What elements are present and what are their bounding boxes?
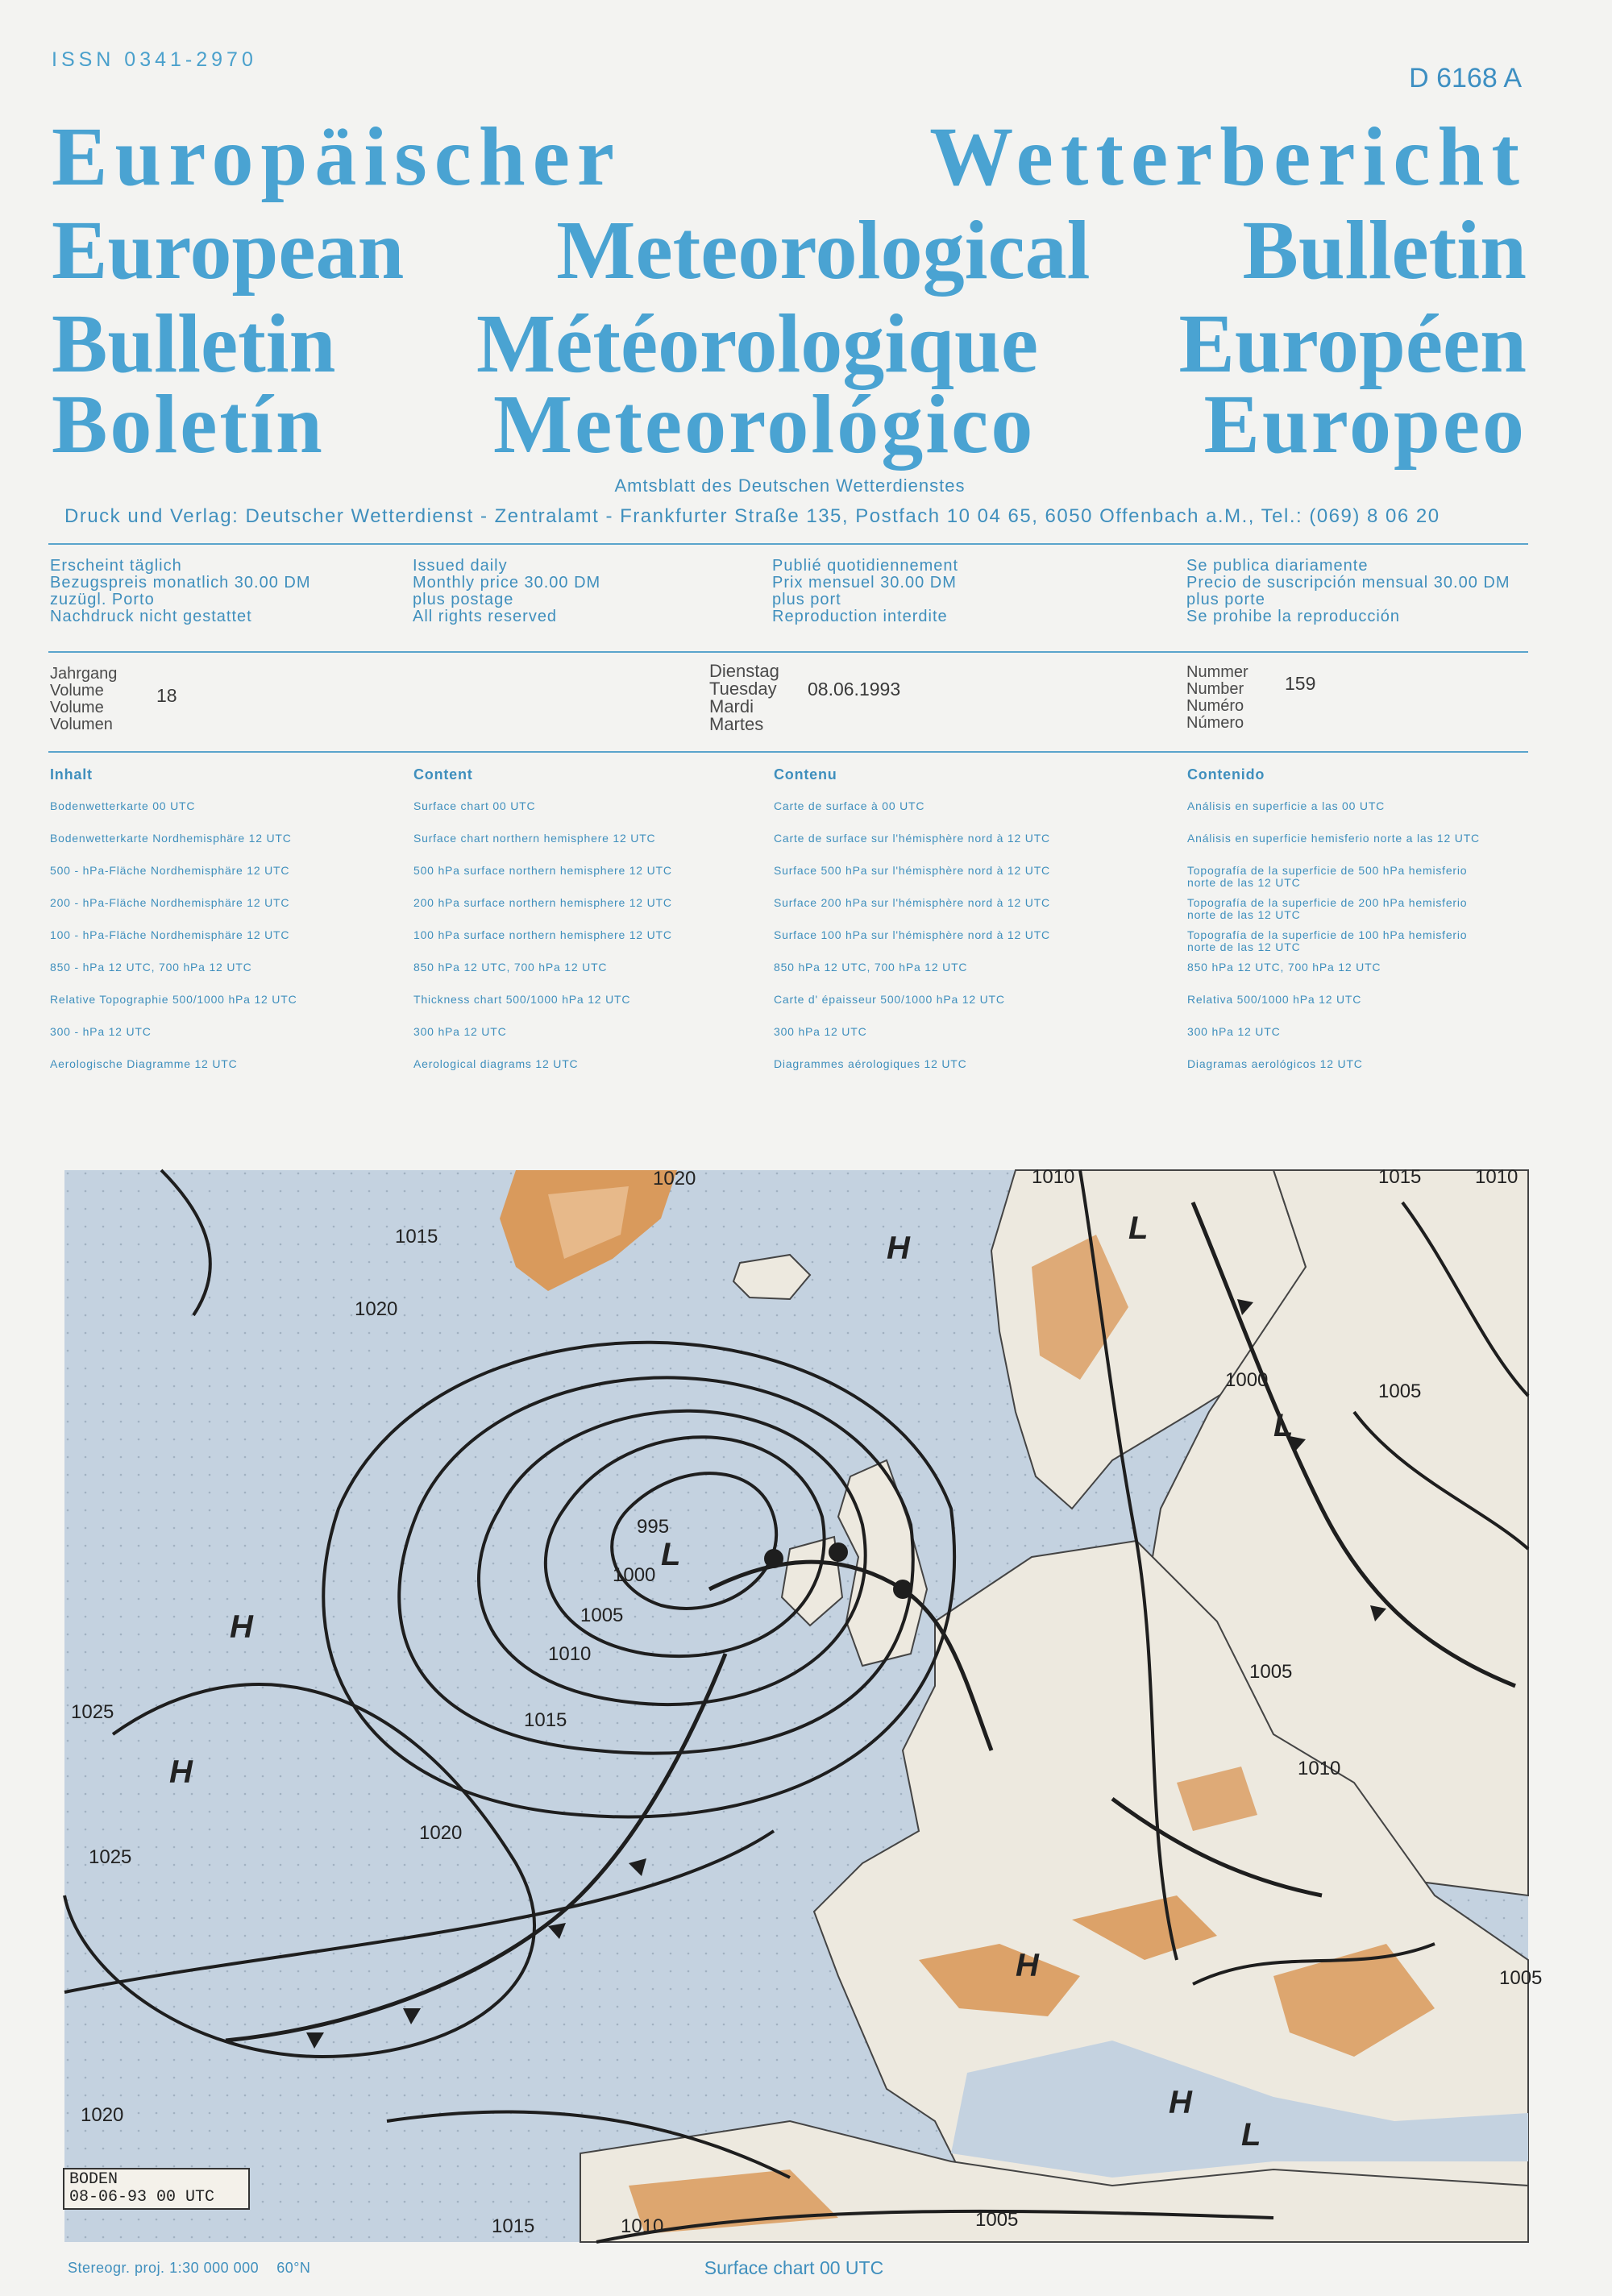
contents-item: Carte de surface sur l'hémisphère nord à 12 UTC	[774, 832, 1050, 845]
contents-item: Bodenwetterkarte 00 UTC	[50, 799, 196, 812]
contents-item: Análisis en superficie hemisferio norte a las 12 UTC	[1187, 832, 1480, 845]
isobar-label: 1010	[548, 1643, 592, 1665]
contents-item: Bodenwetterkarte Nordhemisphäre 12 UTC	[50, 832, 292, 845]
contents-item: 100 - hPa-Fläche Nordhemisphäre 12 UTC	[50, 928, 290, 941]
low-pressure-center: L	[1273, 1408, 1294, 1443]
contents-item: Carte de surface à 00 UTC	[774, 799, 925, 812]
title-spanish: Boletín Meteorológico Europeo	[52, 378, 1527, 471]
surface-chart-graphic	[64, 1166, 1543, 2242]
high-pressure-center: H	[169, 1754, 193, 1790]
issue-number: 159	[1285, 673, 1316, 694]
contents-item: Relative Topographie 500/1000 hPa 12 UTC	[50, 993, 297, 1006]
contents-item: 500 - hPa-Fläche Nordhemisphäre 12 UTC	[50, 864, 290, 877]
divider	[48, 543, 1528, 545]
divider	[48, 651, 1528, 653]
map-caption: Surface chart 00 UTC	[704, 2257, 884, 2278]
subscription-french: Publié quotidiennement Prix mensuel 30.00 DM plus port Reproduction interdite	[772, 557, 959, 625]
isobar-label: 1005	[1499, 1967, 1543, 1989]
contents-item: Carte d' épaisseur 500/1000 hPa 12 UTC	[774, 993, 1005, 1006]
contents-item: Surface chart northern hemisphere 12 UTC	[413, 832, 656, 845]
contents-item: Aerologische Diagramme 12 UTC	[50, 1057, 238, 1070]
contents-item: 850 - hPa 12 UTC, 700 hPa 12 UTC	[50, 961, 252, 974]
volume-value: 18	[156, 685, 177, 706]
isobar-label: 995	[637, 1516, 670, 1538]
contents-item: Análisis en superficie a las 00 UTC	[1187, 799, 1386, 812]
official-gazette-line: Amtsblatt des Deutschen Wetterdienstes	[614, 475, 966, 496]
chart-validity-box: BODEN 08-06-93 00 UTC	[63, 2168, 250, 2210]
title-french: Bulletin Météorologique Européen	[52, 297, 1527, 390]
contents-item: 300 hPa 12 UTC	[1187, 1025, 1281, 1038]
contents-item: Diagramas aerológicos 12 UTC	[1187, 1057, 1363, 1070]
isobar-label: 1015	[1378, 1166, 1422, 1188]
isobar-label: 1005	[975, 2209, 1019, 2231]
low-pressure-center: L	[1241, 2117, 1261, 2153]
contents-item: Surface 100 hPa sur l'hémisphère nord à 12 UTC	[774, 928, 1050, 941]
contents-english	[413, 766, 672, 1090]
publisher-line: Druck und Verlag: Deutscher Wetterdienst - Zentralamt - Frankfurter Straße 135, Postfach 10 04 65, 6050 Offenbach a.M., Tel.: (069) 8 06 20	[64, 505, 1440, 527]
isobar-label: 1020	[419, 1822, 463, 1844]
isobar-label: 1000	[1225, 1369, 1269, 1391]
high-pressure-center: H	[230, 1609, 253, 1645]
subscription-english: Issued daily Monthly price 30.00 DM plus postage All rights reserved	[413, 557, 601, 625]
isobar-label: 1025	[89, 1846, 132, 1868]
subscription-spanish: Se publica diariamente Precio de suscripción mensual 30.00 DM plus porte Se prohibe la reproducción	[1186, 557, 1510, 625]
number-labels: Nummer Number Numéro Número	[1186, 663, 1248, 732]
contents-item: 300 hPa 12 UTC	[413, 1025, 507, 1038]
contents-heading: Contenido	[1187, 766, 1265, 783]
contents-item: 850 hPa 12 UTC, 700 hPa 12 UTC	[1187, 961, 1381, 974]
isobar-label: 1015	[492, 2215, 535, 2237]
isobar-label: 1005	[1378, 1381, 1422, 1402]
issue-date: 08.06.1993	[808, 679, 901, 700]
isobar-label: 1015	[524, 1709, 567, 1731]
contents-french	[774, 766, 1050, 1090]
low-pressure-center: L	[661, 1537, 681, 1572]
weekday-labels: Dienstag Tuesday Mardi Martes	[709, 661, 779, 734]
contents-item: 200 hPa surface northern hemisphere 12 UTC	[413, 896, 672, 909]
contents-item: Topografía de la superficie de 500 hPa hemisferio norte de las 12 UTC	[1187, 864, 1468, 889]
volume-labels: Jahrgang Volume Volume Volumen	[50, 665, 118, 733]
isobar-label: 1005	[580, 1605, 624, 1626]
high-pressure-center: H	[1169, 2085, 1192, 2120]
isobar-label: 1010	[1475, 1166, 1519, 1188]
postal-code: D 6168 A	[1409, 63, 1522, 93]
title-german: Europäischer Wetterbericht	[52, 110, 1527, 203]
surface-weather-map	[64, 1166, 1543, 2242]
isobar-label: 1020	[653, 1168, 696, 1190]
high-pressure-center: H	[887, 1231, 910, 1266]
contents-item: 500 hPa surface northern hemisphere 12 UTC	[413, 864, 672, 877]
isobar-label: 1010	[1298, 1758, 1341, 1779]
isobar-label: 1005	[1249, 1661, 1293, 1683]
contents-item: Topografía de la superficie de 200 hPa hemisferio norte de las 12 UTC	[1187, 896, 1468, 921]
isobar-label: 1025	[71, 1701, 114, 1723]
title-english: European Meteorological Bulletin	[52, 204, 1527, 297]
contents-item: 850 hPa 12 UTC, 700 hPa 12 UTC	[413, 961, 608, 974]
contents-item: Diagrammes aérologiques 12 UTC	[774, 1057, 967, 1070]
contents-item: 100 hPa surface northern hemisphere 12 UTC	[413, 928, 672, 941]
subscription-german: Erscheint täglich Bezugspreis monatlich 30.00 DM zuzügl. Porto Nachdruck nicht gestattet	[50, 557, 311, 625]
contents-item: 300 hPa 12 UTC	[774, 1025, 867, 1038]
contents-item: 200 - hPa-Fläche Nordhemisphäre 12 UTC	[50, 896, 290, 909]
contents-item: Relativa 500/1000 hPa 12 UTC	[1187, 993, 1362, 1006]
issn-number: ISSN 0341-2970	[52, 48, 257, 71]
contents-german	[50, 766, 297, 1090]
low-pressure-center: L	[1128, 1210, 1149, 1246]
contents-item: Thickness chart 500/1000 hPa 12 UTC	[413, 993, 631, 1006]
contents-heading: Contenu	[774, 766, 837, 783]
divider	[48, 751, 1528, 753]
contents-item: Surface chart 00 UTC	[413, 799, 536, 812]
high-pressure-center: H	[1016, 1948, 1039, 1983]
contents-item: Surface 500 hPa sur l'hémisphère nord à 12 UTC	[774, 864, 1050, 877]
isobar-label: 1010	[621, 2215, 664, 2237]
contents-item: 300 - hPa 12 UTC	[50, 1025, 152, 1038]
contents-spanish	[1187, 766, 1480, 1090]
contents-item: 850 hPa 12 UTC, 700 hPa 12 UTC	[774, 961, 968, 974]
isobar-label: 1020	[81, 2104, 124, 2126]
contents-heading: Inhalt	[50, 766, 93, 783]
contents-item: Surface 200 hPa sur l'hémisphère nord à 12 UTC	[774, 896, 1050, 909]
contents-item: Topografía de la superficie de 100 hPa hemisferio norte de las 12 UTC	[1187, 928, 1468, 953]
contents-item: Aerological diagrams 12 UTC	[413, 1057, 579, 1070]
isobar-label: 1015	[395, 1226, 438, 1248]
isobar-label: 1010	[1032, 1166, 1075, 1188]
contents-heading: Content	[413, 766, 473, 783]
projection-note: Stereogr. proj. 1:30 000 000 60°N	[68, 2260, 311, 2276]
isobar-label: 1000	[613, 1564, 656, 1586]
isobar-label: 1020	[355, 1298, 398, 1320]
